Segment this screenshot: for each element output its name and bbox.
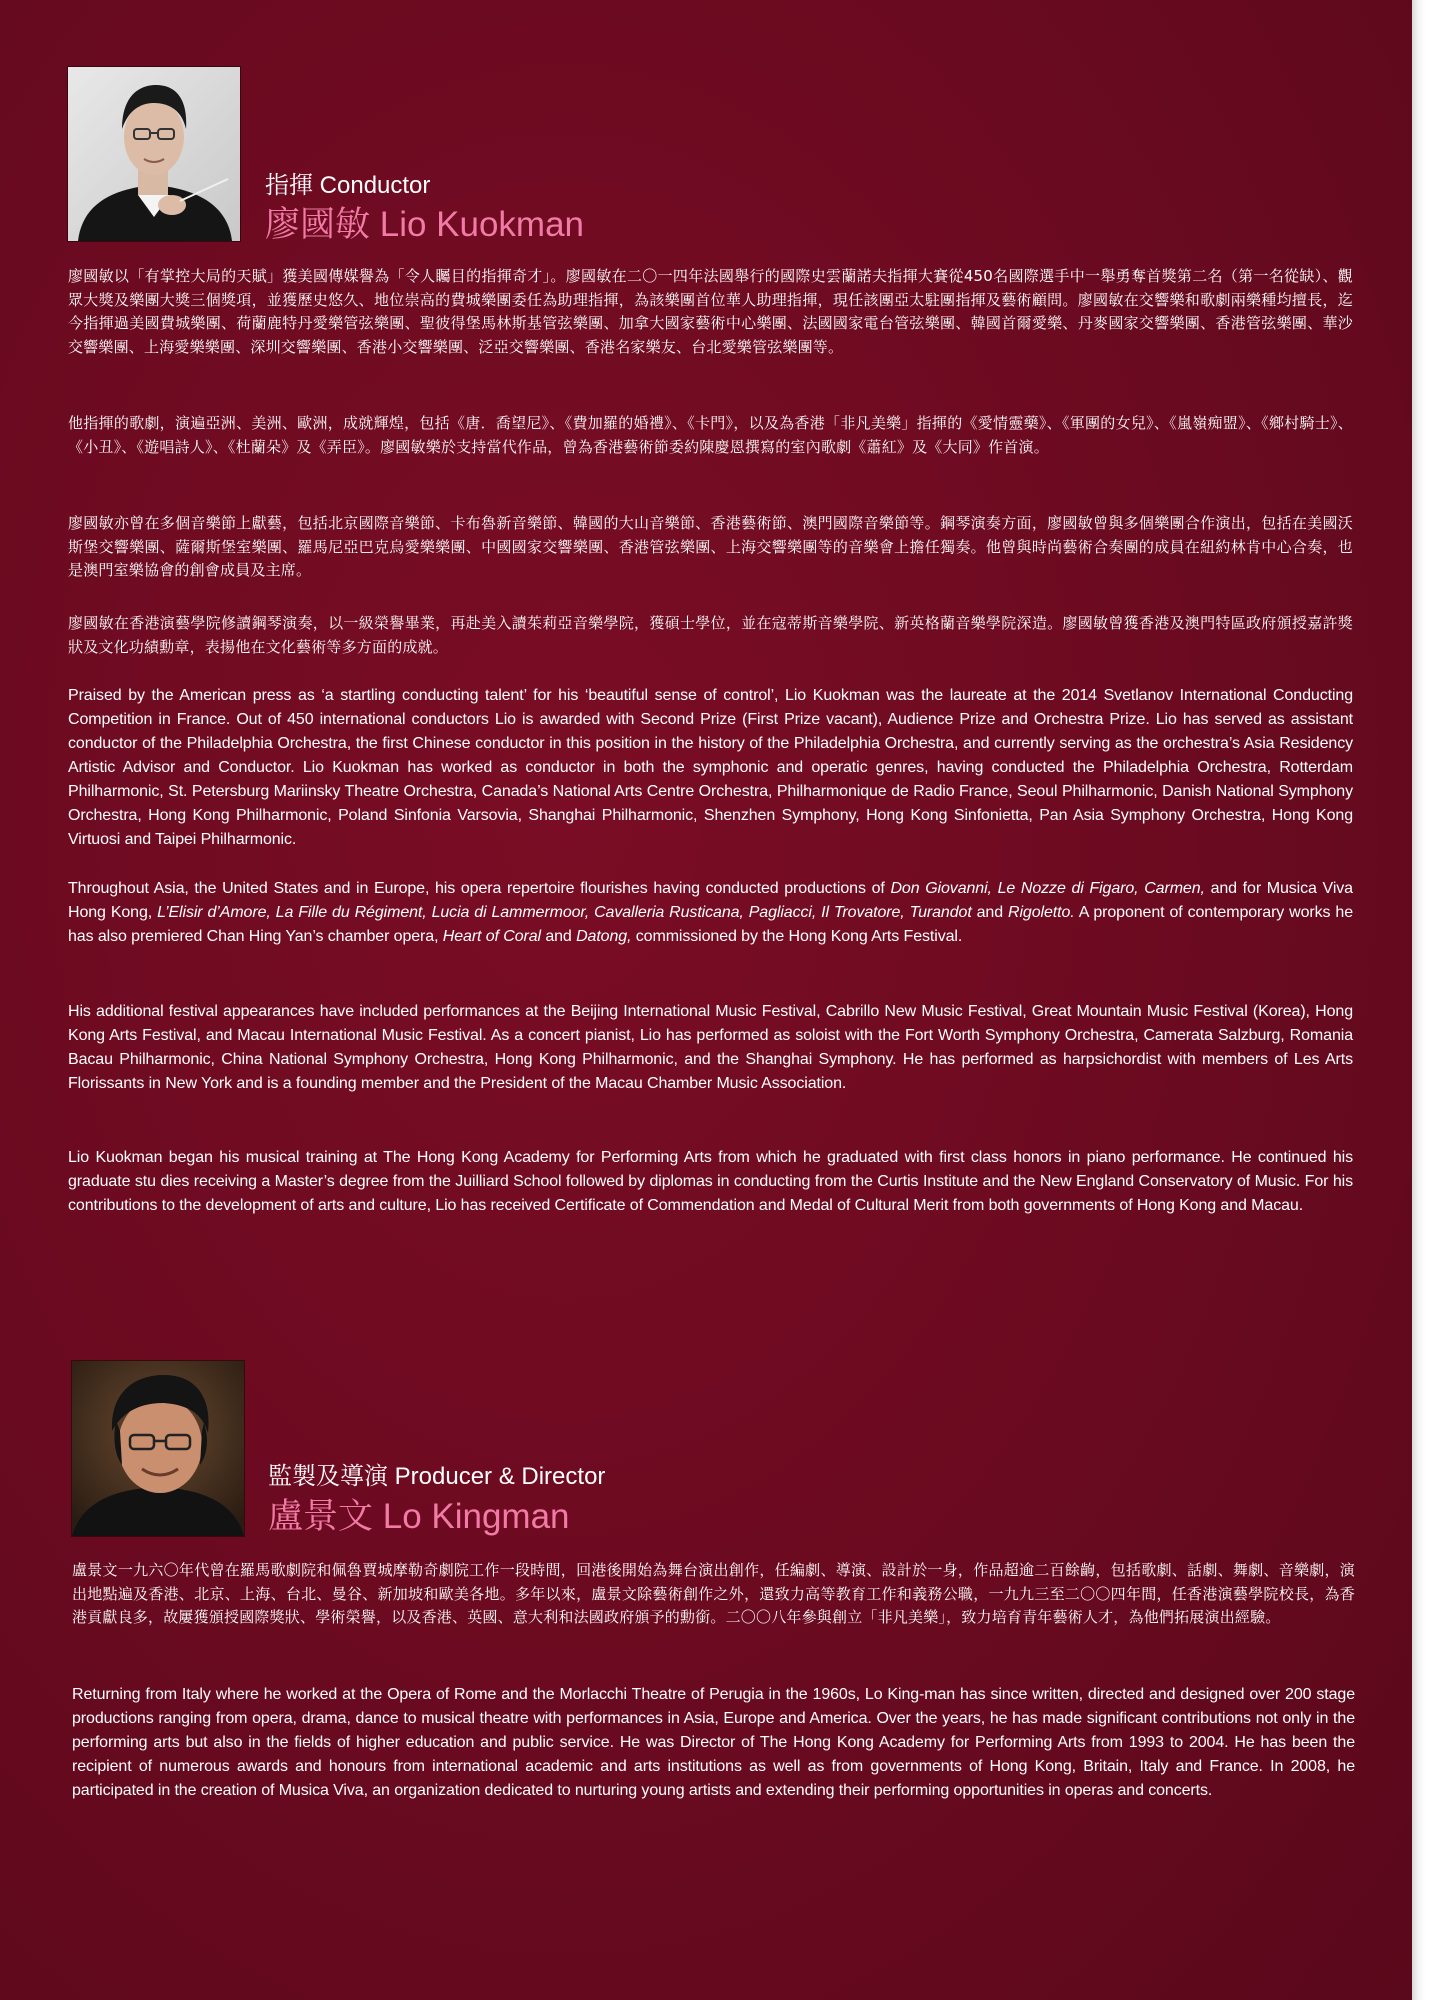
conductor-bio-zh-paragraph-3: 廖國敏亦曾在多個音樂節上獻藝，包括北京國際音樂節、卡布魯新音樂節、韓國的大山音樂節、香港藝術節、澳門國際音樂節等。鋼琴演奏方面，廖國敏曾與多個樂團合作演出，包括在美國沃斯堡交響樂團、薩爾斯堡室樂團、羅馬尼亞巴克烏愛樂樂團、中國國家交響樂團、香港管弦樂團、上海交響樂團等的音樂會上擔任獨奏。他曾與時尚藝術合奏團的成員在紐約林肯中心合奏，也是澳門室樂協會的創會成員及主席。 [68,514,1353,579]
conductor-bio-zh-paragraph-1: 廖國敏以「有掌控大局的天賦」獲美國傳媒譽為「令人矚目的指揮奇才」。廖國敏在二〇一四年法國舉行的國際史雲蘭諾夫指揮大賽從450名國際選手中一舉勇奪首獎第二名（第一名從缺）、觀眾大獎及樂團大獎三個獎項，並獲歷史悠久、地位崇高的費城樂團委任為助理指揮，為該樂團首位華人助理指揮，現任該團亞太駐團指揮及藝術顧問。廖國敏在交響樂和歌劇兩樂種均擅長，迄今指揮過美國費城樂團、荷蘭鹿特丹愛樂管弦樂團、聖彼得堡馬林斯基管弦樂團、加拿大國家藝術中心樂團、法國國家電台管弦樂團、韓國首爾愛樂、丹麥國家交響樂團、香港管弦樂團、華沙交響樂團、上海愛樂樂團、深圳交響樂團、香港小交響樂團、泛亞交響樂團、香港名家樂友、台北愛樂管弦樂團等。 [68,267,1353,356]
producer-name: 盧景文 Lo Kingman [268,1497,570,1536]
conductor-bio-en-paragraph-2 [68,877,1353,949]
conductor-role: 指揮 Conductor [265,172,431,199]
producer-portrait-image [72,1361,244,1536]
conductor-photo [67,66,241,242]
text-run: Throughout Asia, the United States and in Europe, his opera repertoire flourishes having conducted productions of [68,880,891,897]
text-run: commissioned by the Hong Kong Arts Festival. [631,928,963,945]
opera-title: Rigoletto. [1008,904,1075,921]
conductor-bio-zh-paragraph-4: 廖國敏在香港演藝學院修讀鋼琴演奏，以一級榮譽畢業，再赴美入讀茱莉亞音樂學院，獲碩士學位，並在寇蒂斯音樂學院、新英格蘭音樂學院深造。廖國敏曾獲香港及澳門特區政府頒授嘉許獎狀及文化功績勳章，表揚他在文化藝術等多方面的成就。 [68,614,1353,656]
text-run: and for Musica Viva Hong Kong, [68,880,1353,921]
conductor-name: 廖國敏 Lio Kuokman [265,205,585,244]
conductor-bio-zh-paragraph-2: 他指揮的歌劇，演遍亞洲、美洲、歐洲，成就輝煌，包括《唐．喬望尼》、《費加羅的婚禮》、《卡門》，以及為香港「非凡美樂」指揮的《愛情靈藥》、《軍團的女兒》、《嵐嶺痴盟》、《鄉村騎士》、《小丑》、《遊唱詩人》、《杜蘭朵》及《弄臣》。廖國敏樂於支持當代作品，曾為香港藝術節委約陳慶恩撰寫的室內歌劇《蕭紅》及《大同》作首演。 [68,414,1353,456]
conductor-bio-en-paragraph-1: Praised by the American press as ‘a startling conducting talent’ for his ‘beautiful sense of control’, Lio Kuokman was the laureate at the 2014 Svetlanov International Conducting Competition in France. Out of 450 international conductors Lio is awarded with Second Prize (First Prize vacant), Audience Prize and Orchestra Prize. Lio has served as assistant conductor of the Philadelphia Orchestra, the first Chinese conductor in this position in the history of the Philadelphia Orchestra, and currently serving as the orchestra’s Asia Residency Artistic Advisor and Conductor. Lio Kuokman has worked as conductor in both the symphonic and operatic genres, having conducted the Philadelphia Orchestra, Rotterdam Philharmonic, St. Petersburg Mariinsky Theatre Orchestra, Canada’s National Arts Centre Orchestra, Philharmonique de Radio France, Seoul Philharmonic, Danish National Symphony Orchestra, Hong Kong Philharmonic, Poland Sinfonia Varsovia, Shanghai Philharmonic, Shenzhen Symphony, Hong Kong Sinfonietta, Pan Asia Symphony Orchestra, Hong Kong Virtuosi and Taipei Philharmonic. [68,687,1353,848]
opera-titles: L’Elisir d’Amore, La Fille du Régiment, Lucia di Lammermoor, Cavalleria Rusticana, Pagliacci, Il Trovatore, Turandot [157,904,972,921]
conductor-portrait-image [68,67,240,241]
conductor-bio-en-paragraph-4: Lio Kuokman began his musical training at The Hong Kong Academy for Performing Arts from which he graduated with first class honors in piano performance. He continued his graduate stu dies receiving a Master’s degree from the Juilliard School followed by diplomas in conducting from the Curtis Institute and the New England Conservatory of Music. For his contributions to the development of arts and culture, Lio has received Certificate of Commendation and Medal of Cultural Merit from both governments of Hong Kong and Macau. [68,1149,1353,1214]
producer-photo [71,1360,245,1537]
producer-bio-en-paragraph: Returning from Italy where he worked at the Opera of Rome and the Morlacchi Theatre of Perugia in the 1960s, Lo King-man has since written, directed and designed over 200 stage productions ranging from opera, drama, dance to musical theatre with performances in Asia, Europe and America. Over the years, he has made significant contributions not only in the performing arts but also in the fields of higher education and public service. He was Director of The Hong Kong Academy for Performing Arts from 1993 to 2004. He has been the recipient of numerous awards and honours from international academic and arts institutions as well as from governments of Hong Kong, Britain, Italy and France. In 2008, he participated in the creation of Musica Viva, an organization dedicated to nurturing young artists and extending their performing opportunities in operas and concerts. [72,1686,1355,1799]
opera-title: Heart of Coral [442,928,541,945]
text-run: A proponent of contemporary works he has also premiered Chan Hing Yan’s chamber opera, [68,904,1353,945]
producer-role: 監製及導演 Producer & Director [268,1463,606,1490]
opera-titles: Don Giovanni, Le Nozze di Figaro, Carmen, [890,880,1205,897]
text-run: and [971,904,1008,921]
opera-title: Datong, [576,928,632,945]
conductor-bio-en-paragraph-3: His additional festival appearances have included performances at the Beijing International Music Festival, Cabrillo New Music Festival, Great Mountain Music Festival (Korea), Hong Kong Arts Festival, and Macau International Music Festival. As a concert pianist, Lio has performed as soloist with the Fort Worth Symphony Orchestra, Camerata Salzburg, Romania Bacau Philharmonic, China National Symphony Orchestra, Hong Kong Philharmonic, and the Shanghai Symphony. He has performed as harpsichordist with members of Les Arts Florissants in New York and is a founding member and the President of the Macau Chamber Music Association. [68,1003,1353,1092]
page-edge [1412,0,1451,2000]
text-run: and [540,928,577,945]
producer-bio-zh-paragraph: 盧景文一九六〇年代曾在羅馬歌劇院和佩魯賈城摩勒奇劇院工作一段時間，回港後開始為舞台演出創作，任編劇、導演、設計於一身，作品超逾二百餘齣，包括歌劇、話劇、舞劇、音樂劇，演出地點遍及香港、北京、上海、台北、曼谷、新加坡和歐美各地。多年以來，盧景文除藝術創作之外，還致力高等教育工作和義務公職，一九九三至二〇〇四年間，任香港演藝學院校長，為香港貢獻良多，故屢獲頒授國際獎狀、學術榮譽，以及香港、英國、意大利和法國政府頒予的勳銜。二〇〇八年參與創立「非凡美樂」，致力培育青年藝術人才，為他們拓展演出經驗。 [72,1561,1355,1626]
